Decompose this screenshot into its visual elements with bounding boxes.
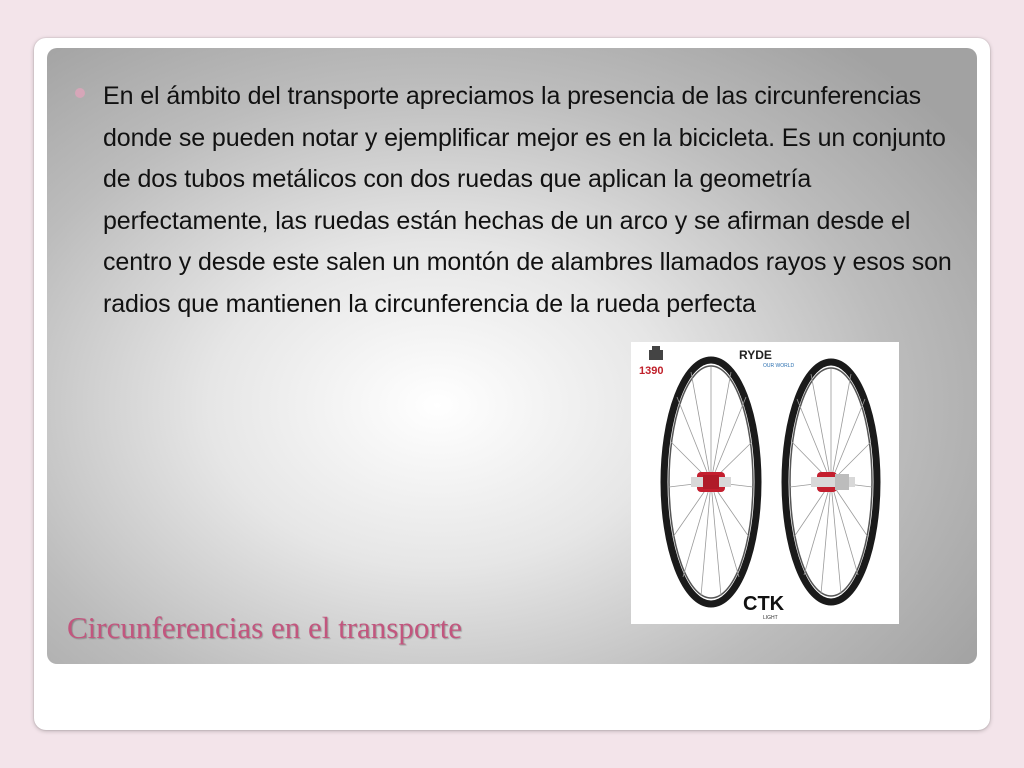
left-wheel <box>664 360 758 604</box>
brand-top-sub: OUR WORLD <box>763 363 795 369</box>
slide-content-panel <box>47 48 977 664</box>
brand-bottom-sub: LIGHT <box>763 615 778 621</box>
badge-logo-icon <box>649 346 663 360</box>
brand-bottom-logo: CTK <box>743 593 785 615</box>
wheels-illustration <box>631 342 899 624</box>
bullet-item <box>75 76 965 325</box>
brand-top-logo: RYDE <box>739 348 772 362</box>
bullet-text: En el ámbito del transporte apreciamos la presencia de las circunferencias donde se pueden notar y ejemplificar mejor es en la bicicleta. Es un conjunto de dos tubos metálicos con dos ruedas que aplican la geometría perfectamente, las ruedas están hechas de un arco y se afirman desde el centro y desde este salen un montón de alambres llamados rayos y esos son radios que mantienen la circunferencia de la rueda perfecta <box>103 82 952 318</box>
bullet-dot-icon <box>75 88 85 98</box>
badge-number: 1390 <box>639 365 664 377</box>
slide-title: Circunferencias en el transporte <box>67 610 463 645</box>
right-wheel <box>785 362 877 602</box>
bicycle-wheels-photo <box>631 342 899 624</box>
